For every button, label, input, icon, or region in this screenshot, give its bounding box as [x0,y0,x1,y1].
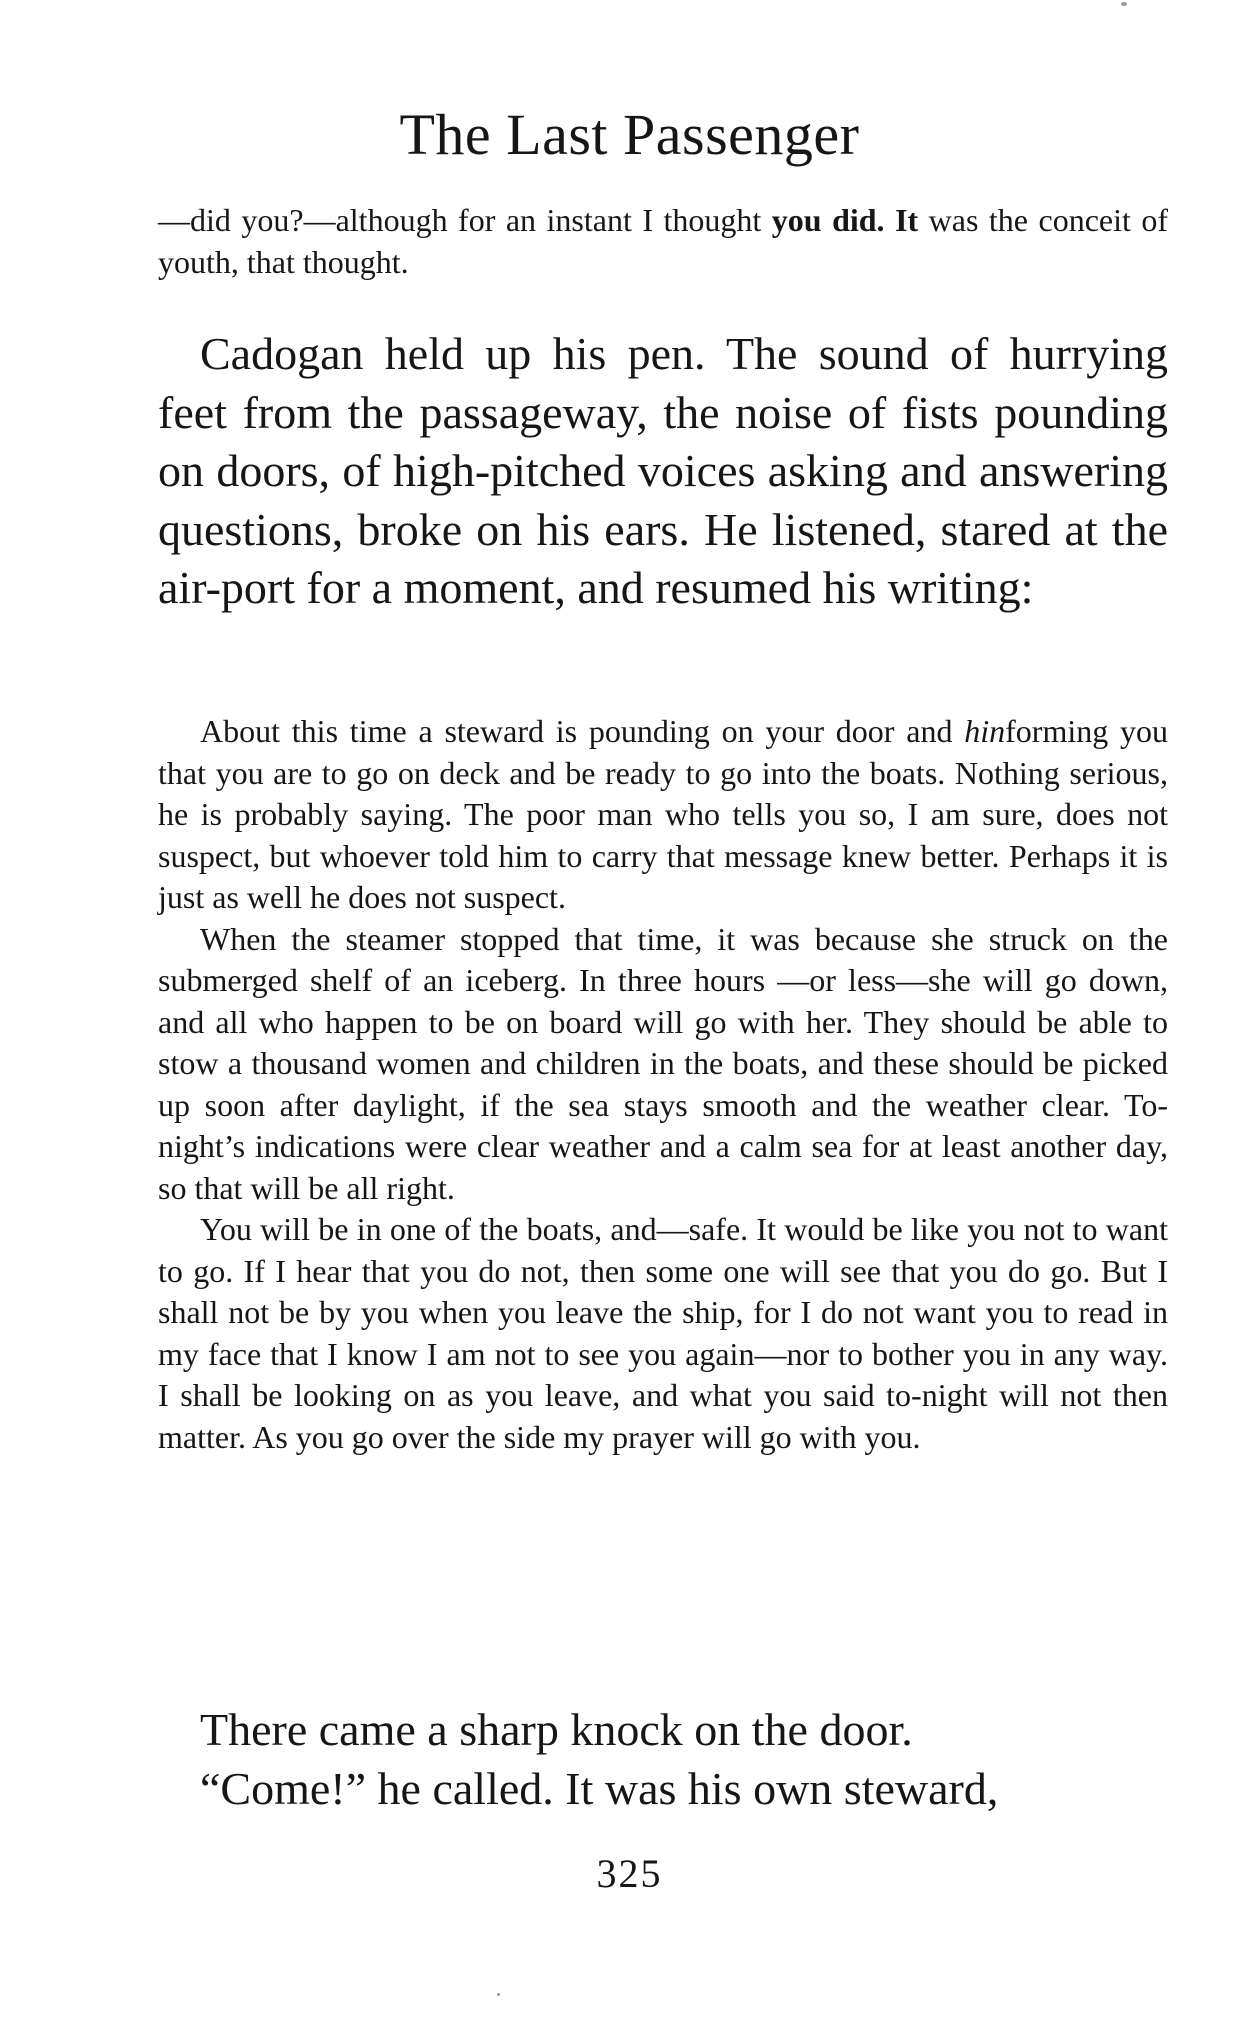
scan-speck [1121,2,1127,6]
letter-p1-rest: forming you that you are to go on deck and be ready to go into the boats. Nothing serious, he is probably saying. The poor man who tells you so, I am sure, does not suspect, but whoever told him to carry that message knew better. Perhaps it is just as well he does not suspect. [158,713,1169,915]
letter-p1-italic: hin [964,713,1006,749]
narration-block-2 [158,1701,1168,1818]
letter-paragraph-1 [158,711,1168,919]
opening-paragraph [158,200,1168,283]
letter-p1-start: About this time a steward is pounding on your door and [200,713,965,749]
opening-text-2: was the conceit of youth, that thought. [158,202,1169,280]
letter-block [158,711,1168,1458]
narration-paragraph-2: There came a sharp knock on the door. [200,1704,913,1755]
running-head: The Last Passenger [399,102,860,167]
opening-emphasis-2: It [895,202,919,238]
letter-paragraph-3: You will be in one of the boats, and—safe. It would be like you not to want to go. If I hear that you do not, then some one will see that you do go. But I shall not be by you when you leave the ship, for I do not want you to read in my face that I know I am not to see you again—nor to bother you in any way. I shall be looking on as you leave, and what you said to-night will not then matter. As you go over the side my prayer will go with you. [158,1211,1168,1455]
narration-paragraph-1 [158,325,1168,618]
narration-text-1: Cadogan held up his pen. The sound of hurrying feet from the passageway, the noise of fists pounding on doors, of high-pitched voices asking and answering questions, broke on his ears. He listened, stared at the air-port for a moment, and resumed his writing: [158,328,1168,613]
opening-text-1: —did you?—although for an instant I thought [158,202,772,238]
opening-emphasis: you did. [771,202,885,238]
narration-paragraph-3: “Come!” he called. It was his own steward, [200,1762,999,1814]
letter-paragraph-2: When the steamer stopped that time, it was because she struck on the submerged shelf of an iceberg. In three hours —or less—she will go down, and all who happen to be on board will go with her. They should be able to stow a thousand women and children in the boats, and these should be picked up soon after daylight, if the sea stays smooth and the weather clear. To-night’s indications were clear weather and a calm sea for at least another day, so that will be all right. [158,920,1168,1206]
page-number: 325 [596,1851,663,1896]
scan-speck [497,1993,500,1996]
opening-space [885,202,896,238]
